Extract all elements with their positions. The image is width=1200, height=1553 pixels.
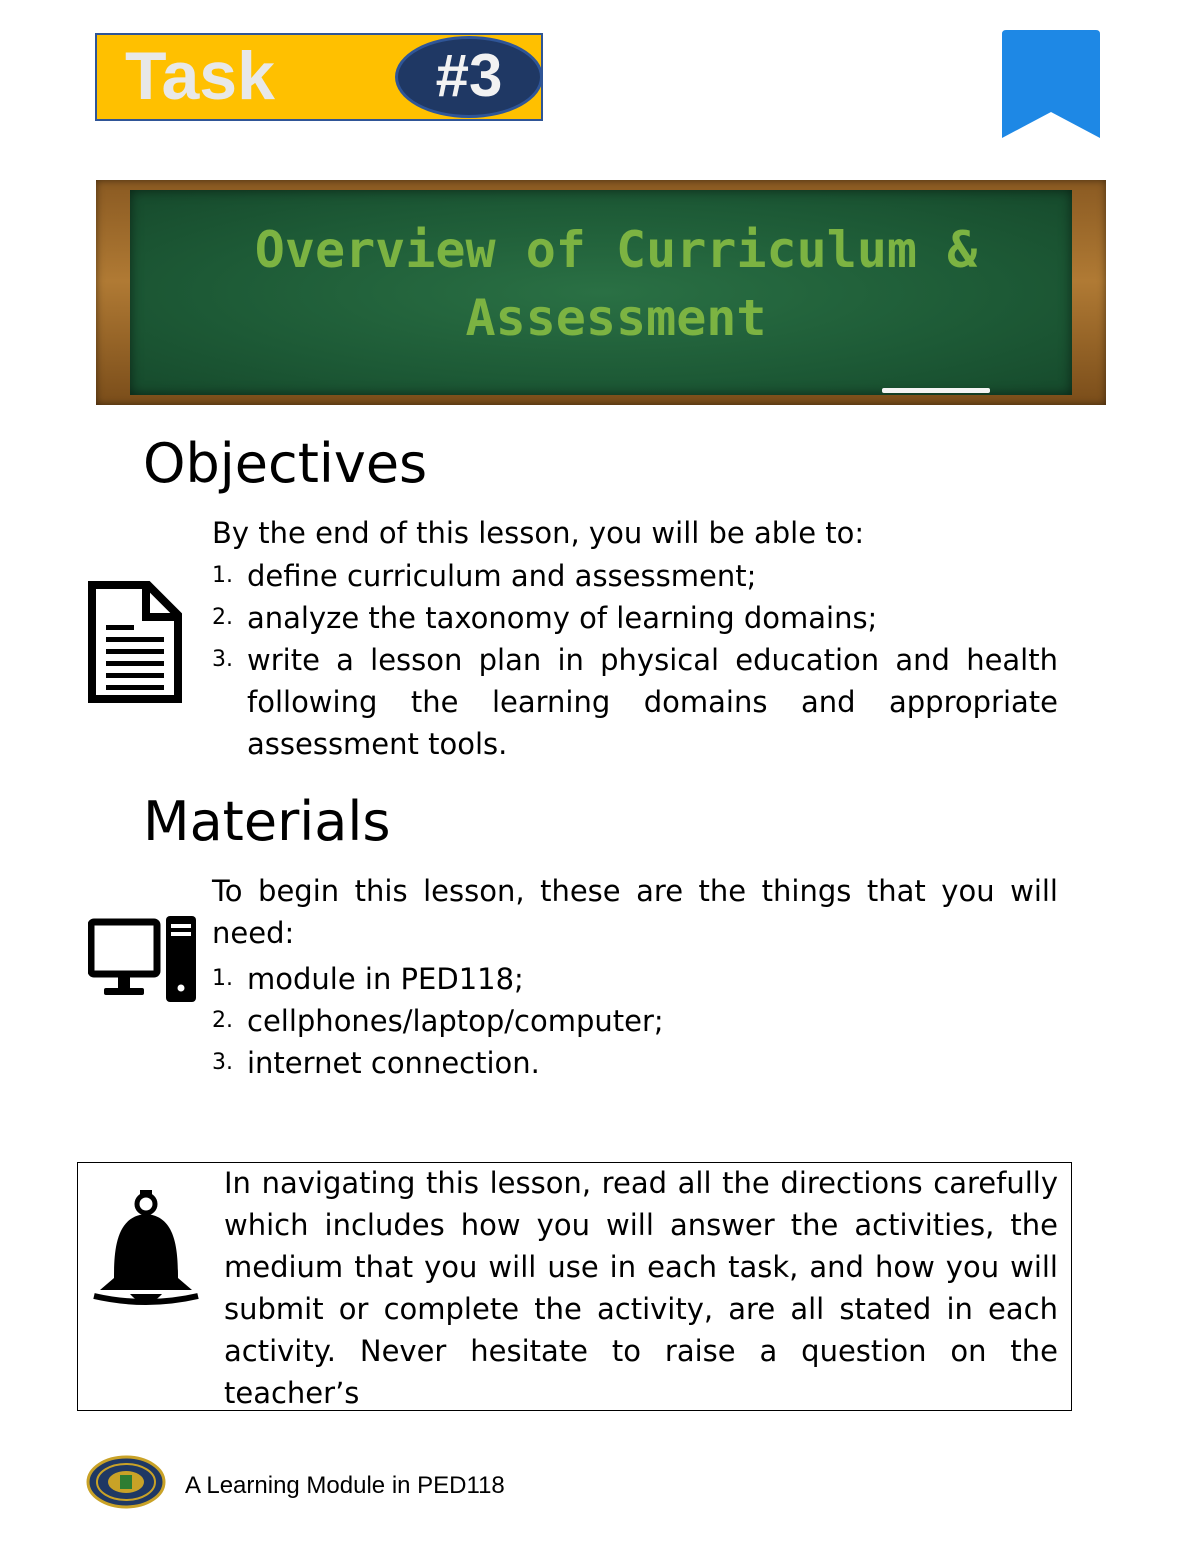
list-item-text: cellphones/laptop/computer; [247, 1004, 664, 1038]
document-icon [88, 581, 182, 703]
chalk-piece [882, 388, 990, 393]
list-item [212, 597, 1058, 639]
task-number: #3 [435, 42, 503, 109]
list-item [212, 639, 1058, 765]
list-number: 2. [212, 605, 233, 630]
bell-icon [92, 1190, 200, 1314]
computer-icon [88, 916, 200, 1004]
task-label: Task [125, 38, 275, 114]
list-item [212, 958, 1058, 1000]
list-item-text: internet connection. [247, 1046, 540, 1080]
materials-list [212, 958, 1058, 1084]
objectives-intro: By the end of this lesson, you will be able to: [212, 516, 865, 550]
footer-text: A Learning Module in PED118 [185, 1472, 505, 1499]
list-item-text: analyze the taxonomy of learning domains; [247, 601, 878, 635]
lesson-title-line-2: Assessment [465, 289, 767, 347]
list-number: 2. [212, 1008, 233, 1033]
list-item [212, 1000, 1058, 1042]
list-item-text: write a lesson plan in physical education and health following the learning domains and appropriate assessment tools. [247, 643, 1058, 761]
bookmark-icon[interactable] [1000, 30, 1102, 140]
lesson-title-line-1: Overview of Curriculum & [254, 221, 978, 279]
list-item [212, 555, 1058, 597]
objectives-heading: Objectives [143, 432, 428, 495]
list-number: 1. [212, 563, 233, 588]
list-number: 1. [212, 966, 233, 991]
list-number: 3. [212, 647, 233, 672]
list-item-text: define curriculum and assessment; [247, 559, 757, 593]
note-text: In navigating this lesson, read all the directions carefully which includes how you will answer the activities, the medium that you will use in each task, and how you will submit or complete the activity, are all stated in each activity. Never hesitate to raise a question on the teacher’s [224, 1166, 1058, 1410]
list-item-text: module in PED118; [247, 962, 524, 996]
materials-heading: Materials [143, 790, 391, 853]
objectives-list [212, 555, 1058, 765]
list-number: 3. [212, 1050, 233, 1075]
university-seal [86, 1455, 166, 1509]
materials-intro: To begin this lesson, these are the things that you will need: [212, 874, 1058, 950]
list-item [212, 1042, 1058, 1084]
